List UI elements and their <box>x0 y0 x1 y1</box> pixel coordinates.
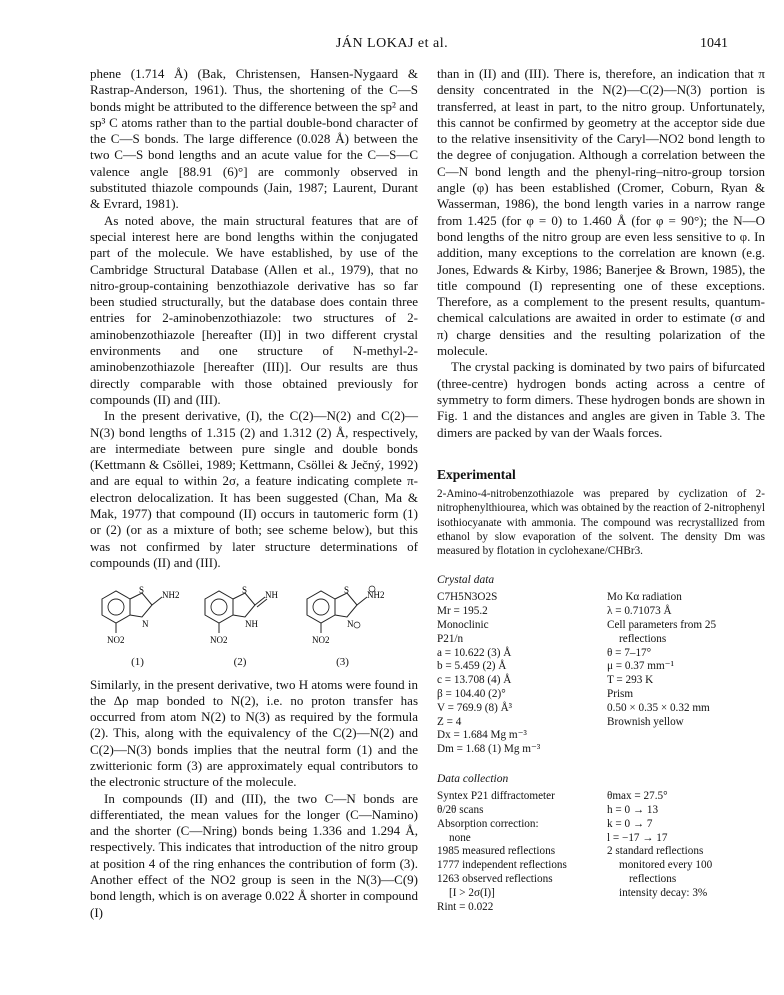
paragraph: The crystal packing is dominated by two pairs of bifurcated (three-centre) hydrogen bonds acting across a centre of symmetry to form dimers. These hydrogen bonds are shown in Fig. 1 and the distances and angles are given in Table 3. The dimers are packed by van der Waals forces. <box>437 359 765 440</box>
collection-item: θ/2θ scans <box>437 804 484 817</box>
tautomer-scheme <box>90 585 390 670</box>
crystal-data-item: b = 5.459 (2) Å <box>437 660 507 673</box>
structure-1 <box>90 585 185 670</box>
collection-item: l = −17 → 17 <box>607 831 668 844</box>
section-heading-experimental: Experimental <box>437 466 516 482</box>
svg-text:S: S <box>139 585 145 596</box>
crystal-data-item: P21/n <box>437 632 464 645</box>
crystal-data-item: T = 293 K <box>607 674 654 687</box>
crystal-data-item: Dx = 1.684 Mg m⁻³ <box>437 729 527 742</box>
crystal-data-item: Brownish yellow <box>607 715 684 728</box>
collection-item: 2 standard reflections <box>607 845 704 858</box>
data-collection-left <box>437 790 607 914</box>
crystal-data-item: Monoclinic <box>437 619 489 632</box>
crystal-data-right <box>607 591 765 757</box>
collection-item: 1985 measured reflections <box>437 845 556 858</box>
crystal-data-item: Z = 4 <box>437 715 462 728</box>
crystal-data-item: Prism <box>607 688 634 701</box>
svg-text:S: S <box>241 585 247 596</box>
collection-item: Absorption correction: <box>437 817 539 830</box>
benzothiazole-structure-icon <box>193 585 288 653</box>
svg-text:S: S <box>344 585 350 596</box>
collection-item: Rint = 0.022 <box>437 900 494 913</box>
paragraph: As noted above, the main structural features that are of special interest here are bond lengths within the conjugated part of the molecule. We have established, by use of the Cambridge Structural Database (Allen et al., 1979), that no nitro-group-containing benzothiazole derivative has so far been studied structurally, but the database does contain three entries for 2-aminobenzothiazole: two structures of 2-aminobenzothiazole [hereafter (II)] in two different crystal environments and one structure of N-methyl-2-aminobenzothiazole [hereafter (III)]. Our results are thus directly comparable with those obtained previously for compounds (II) and (III). <box>90 212 418 407</box>
collection-item: θmax = 27.5° <box>607 790 668 803</box>
experimental-text: 2-Amino-4-nitrobenzothiazole was prepared by cyclization of 2-nitrophenylthiourea, which was obtained by the reaction of 2-nitrophenyl isothiocyanate with ammonia. The compound was recrystallized from ethanol by slow evaporation of the solvent. The density Dm was measured by flotation in cyclohexane/CHBr3. <box>437 488 765 557</box>
crystal-data-item: Cell parameters from 25 <box>607 619 717 632</box>
benzothiazole-structure-icon <box>90 585 185 653</box>
crystal-data-item: a = 10.622 (3) Å <box>437 646 512 659</box>
collection-item: h = 0 → 13 <box>607 804 659 817</box>
collection-item: k = 0 → 7 <box>607 817 653 830</box>
ring-atom: N <box>347 619 354 630</box>
collection-item: 1777 independent reflections <box>437 859 567 872</box>
collection-item: 1263 observed reflections <box>437 873 553 886</box>
scheme-label: (3) <box>336 656 349 669</box>
scheme-label: (2) <box>233 656 247 669</box>
scheme-label: (1) <box>131 656 144 669</box>
paragraph: Similarly, in the present derivative, two H atoms were found in the Δρ map bonded to N(2), i.e. no proton transfer has occurred from atom N(2) to N(3) as required by the formula (2). This, along with the equivalency of the C(2)—N(2) and C(2)—N(3) bonds implies that the neutral form (1) and the zwitterionic form (3) are approximately equal contributors to the electronic structure of the molecule. <box>90 676 418 790</box>
crystal-data-item: c = 13.708 (4) Å <box>437 674 512 687</box>
crystal-data-item: λ = 0.71073 Å <box>607 605 672 618</box>
collection-item: [I > 2σ(I)] <box>449 886 495 899</box>
ring-atom: N <box>142 619 149 630</box>
collection-item: monitored every 100 <box>619 859 713 872</box>
crystal-data-item: 0.50 × 0.35 × 0.32 mm <box>607 701 710 714</box>
collection-item: reflections <box>629 873 677 886</box>
crystal-data-item: Dm = 1.68 (1) Mg m⁻³ <box>437 743 541 756</box>
data-collection-right <box>607 790 765 914</box>
collection-item: intensity decay: 3% <box>619 886 708 899</box>
left-column <box>90 66 418 921</box>
crystal-data-item: Mr = 195.2 <box>437 605 488 618</box>
nitro-group: NO2 <box>312 635 330 646</box>
nitro-group: NO2 <box>209 635 227 646</box>
crystal-data-left <box>437 591 607 757</box>
crystal-data-item: V = 769.9 (8) Å³ <box>437 701 513 714</box>
data-collection-heading: Data collection <box>437 773 509 785</box>
crystal-data-item: β = 104.40 (2)° <box>437 688 506 701</box>
running-title: JÁN LOKAJ et al. <box>335 36 449 51</box>
structure-2 <box>193 585 288 670</box>
right-column <box>437 66 765 914</box>
crystal-data-table <box>437 591 765 757</box>
paragraph: than in (II) and (III). There is, therefore, an indication that π density concentrated in the N(2)—C(2)—N(3) portion is transferred, at least in part, to the nitro group. Unfortunately, this cannot be confirmed by geometry at the acceptor side due to the relative insensitivity of the Caryl—NO2 bond length to the degree of conjugation. Although a correlation between the C—N bond length and the phenyl-ring–nitro-group torsion angle (φ) has been established (Cromer, Coburn, Ryan & Wasserman, 1986), the bond length varies in a narrow range from 1.425 (for φ = 0) to 1.460 Å (for φ = 90°); the N—O bond lengths of the nitro group are even less sensitive to φ. In addition, many exceptions to the correlation are known (e.g. Jones, Edwards & Kirby, 1986; Banerjee & Brown, 1985), the title compound (I) representing one of these exceptions. Therefore, as a complement to the present results, quantum-chemical calculations are awaited in order to estimate (σ and π) charge densities and the resulting polarization of the molecule. <box>437 66 765 359</box>
crystal-data-heading: Crystal data <box>437 574 495 587</box>
substituent: NH2 <box>367 590 385 601</box>
crystal-data-item: C7H5N3O2S <box>437 591 498 604</box>
running-header <box>0 36 784 56</box>
paragraph: In the present derivative, (I), the C(2)—N(2) and C(2)—N(3) bond lengths of 1.315 (2) and 1.312 (2) Å, respectively, are intermediate between pure single and double bonds (Kettmann & Csöllei, 1989; Kettmann, Csöllei & Ječný, 1992) and are equal to within 2σ, a feature indicating complete π-electron delocalization. It has been suggested (Chan, Ma & Mak, 1977) that compound (II) occurs in tautomeric form (1) or (2) (or as a mixture of both; see scheme below), but this was not confirmed by later structure determinations of compounds (II) and (III). <box>90 408 418 570</box>
crystal-data-item: θ = 7–17° <box>607 646 652 659</box>
ring-atom: NH <box>244 619 258 630</box>
crystal-data-item: reflections <box>619 632 667 645</box>
paragraph: In compounds (II) and (III), the two C—N bonds are differentiated, the mean values for the longer (C—Namino) and the shorter (C—Nring) bonds being 1.336 and 1.294 Å, respectively. This indicates that introduction of the nitro group at position 4 of the ring enhances the contribution of form (3). Another effect of the NO2 group is seen in the N(3)—C(9) bond length, which is on average 0.022 Å shorter in compound (I) <box>90 790 418 920</box>
collection-item: Syntex P21 diffractometer <box>437 790 555 803</box>
crystal-data-item: μ = 0.37 mm⁻¹ <box>607 660 674 673</box>
substituent: NH <box>264 590 278 601</box>
nitro-group: NO2 <box>107 635 125 646</box>
benzothiazole-structure-icon <box>295 585 390 653</box>
data-collection-table <box>437 790 765 914</box>
collection-item: none <box>449 831 471 844</box>
substituent: NH2 <box>162 590 180 601</box>
paragraph: phene (1.714 Å) (Bak, Christensen, Hansen-Nygaard & Rastrap-Anderson, 1961). Thus, the shortening of the C—S bonds might be attributed to the difference between the sp² and sp³ C atoms rather than to the partial double-bond character of the C—S bonds. The large difference (0.028 Å) between the two C—S bond lengths and an acute value for the C—S—C valence angle [88.91 (6)°] are commonly observed in substituted thiazole compounds (Jain, 1987; Laurent, Durant & Evrard, 1981). <box>90 66 418 212</box>
page-number: 1041 <box>700 36 728 51</box>
crystal-data-item: Mo Kα radiation <box>607 591 682 604</box>
structure-3 <box>295 585 390 670</box>
